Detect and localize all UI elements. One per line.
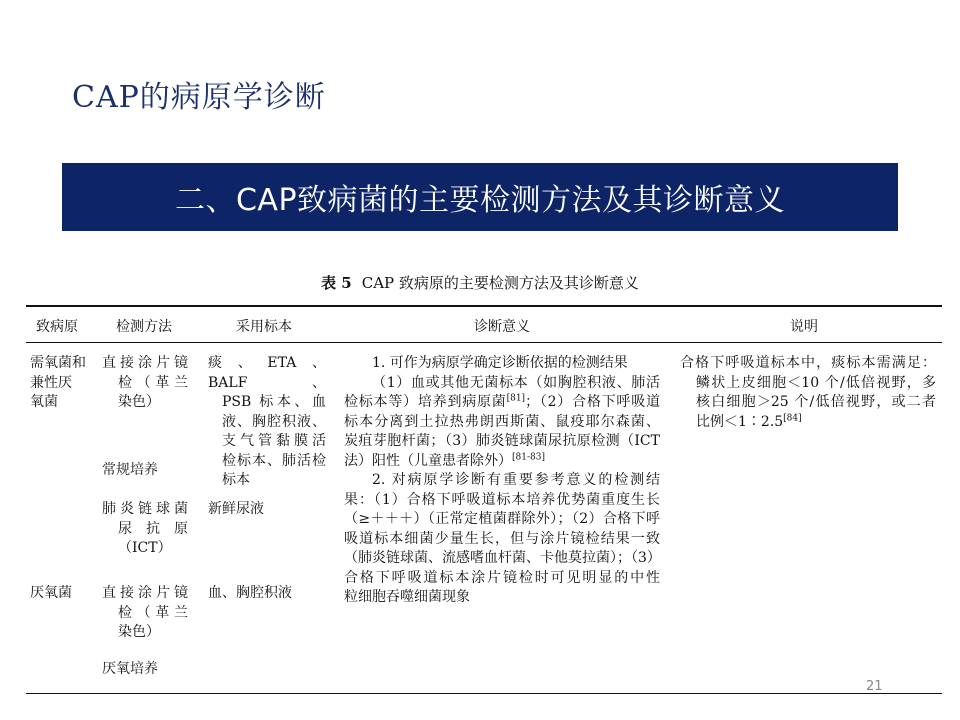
specimen-1 [208,354,326,491]
method-line: 检（革兰 [118,604,188,621]
diagnosis-line: （1）血或其他无菌标本（如胸腔积液、肺活 [372,374,660,391]
reference-mark: [81] [506,393,526,404]
page-number: 21 [866,679,883,694]
header-method: 检测方法 [116,319,172,335]
specimen-line: 支气管黏膜活 [222,433,326,449]
diagnosis-line: 果：（1）合格下呼吸道标本培养优势菌重度生长 [344,491,660,508]
method-line: 检（革兰 [118,374,188,391]
diagnosis-line-part: 法）阳性（儿童患者除外） [344,452,512,469]
method-line: 染色） [118,394,160,410]
note-line: 合格下呼吸道标本中，痰标本需满足： [680,355,936,371]
pathogen-aerobic-line: 需氧菌和 [30,355,86,371]
method-line: 染色） [118,624,160,640]
pathogen-anaerobic: 厌氧菌 [30,585,72,601]
diagnosis-line [344,393,660,413]
table-top-rule [26,305,942,307]
specimen-2: 新鲜尿液 [208,501,264,517]
specimen-line: 检标本、肺活检 [222,452,326,469]
diagnosis-line: 炭疽芽胞杆菌；（3）肺炎链球菌尿抗原检测（ICT [344,433,660,449]
specimen-3: 血、胸腔积液 [208,585,292,601]
diagnosis-line: 标本分离到土拉热弗朗西斯菌、鼠疫耶尔森菌、 [344,413,660,430]
method-anaerobic-culture: 厌氧培养 [102,661,158,677]
reference-mark: [84] [783,412,802,423]
diagnosis-heading-1: 1. 可作为病原学确定诊断依据的检测结果 [372,355,628,371]
method-smear-1 [102,354,188,413]
pathogen-aerobic-line: 氧菌 [30,394,58,410]
note-line: 核白细胞＞25 个/低倍视野，或二者 [696,394,936,410]
header-specimen: 采用标本 [236,319,292,335]
method-line: 直接涂片镜 [102,355,188,371]
diagnosis-line: （肺炎链球菌、流感嗜血杆菌、卡他莫拉菌）；（3） [344,550,661,566]
note-line [680,413,936,433]
banner-title: 二、CAP致病菌的主要检测方法及其诊断意义 [174,183,786,218]
table-bottom-rule [26,693,942,694]
header-pathogen: 致病原 [36,319,78,335]
note-line-part: 比例＜1∶2.5 [696,413,784,430]
diagnosis-heading-2: 2. 对病原学诊断有重要参考意义的检测结 [372,472,660,488]
header-diagnosis: 诊断意义 [474,319,530,335]
method-culture: 常规培养 [102,462,158,478]
note-text [680,354,936,432]
diagnosis-text [344,354,660,608]
table-caption-text: CAP 致病原的主要检测方法及其诊断意义 [361,274,639,292]
specimen-line: 标本 [222,472,250,488]
method-line: 肺炎链球菌 [102,501,188,517]
diagnosis-line-part: 检标本等）培养到病原菌 [344,394,507,410]
method-line: 尿抗原 [118,520,188,537]
pathogen-aerobic [30,354,96,413]
specimen-line: 痰、ETA、BALF、 [208,355,326,391]
table-caption [0,272,960,293]
header-note: 说明 [790,319,818,335]
slide-title: CAP的病原学诊断 [72,80,326,115]
section-banner [62,163,898,231]
note-line: 鳞状上皮细胞＜10 个/低倍视野，多 [696,374,936,391]
specimen-line: PSB 标本、血 [222,394,326,410]
pathogen-aerobic-line: 兼性厌 [30,374,72,391]
diagnosis-line: （≥＋＋＋）（正常定植菌群除外）；（2）合格下呼 [344,511,660,527]
diagnosis-line [344,452,660,472]
reference-mark: [81-83] [512,451,545,462]
specimen-line: 液、胸腔积液、 [222,413,326,430]
method-smear-2 [102,584,188,643]
method-ict [102,500,188,559]
diagnosis-line: 粒细胞吞噬细菌现象 [344,589,470,605]
table-caption-label: 表 5 [321,274,352,292]
diagnosis-line: 合格下呼吸道标本涂片镜检时可见明显的中性 [344,569,660,586]
diagnosis-line-part: ；（2）合格下呼吸道 [525,394,660,410]
table-header-rule [26,342,942,343]
method-line: （ICT） [118,540,172,556]
method-line: 直接涂片镜 [102,585,188,601]
diagnosis-line: 吸道标本细菌少量生长，但与涂片镜检结果一致 [344,530,660,547]
